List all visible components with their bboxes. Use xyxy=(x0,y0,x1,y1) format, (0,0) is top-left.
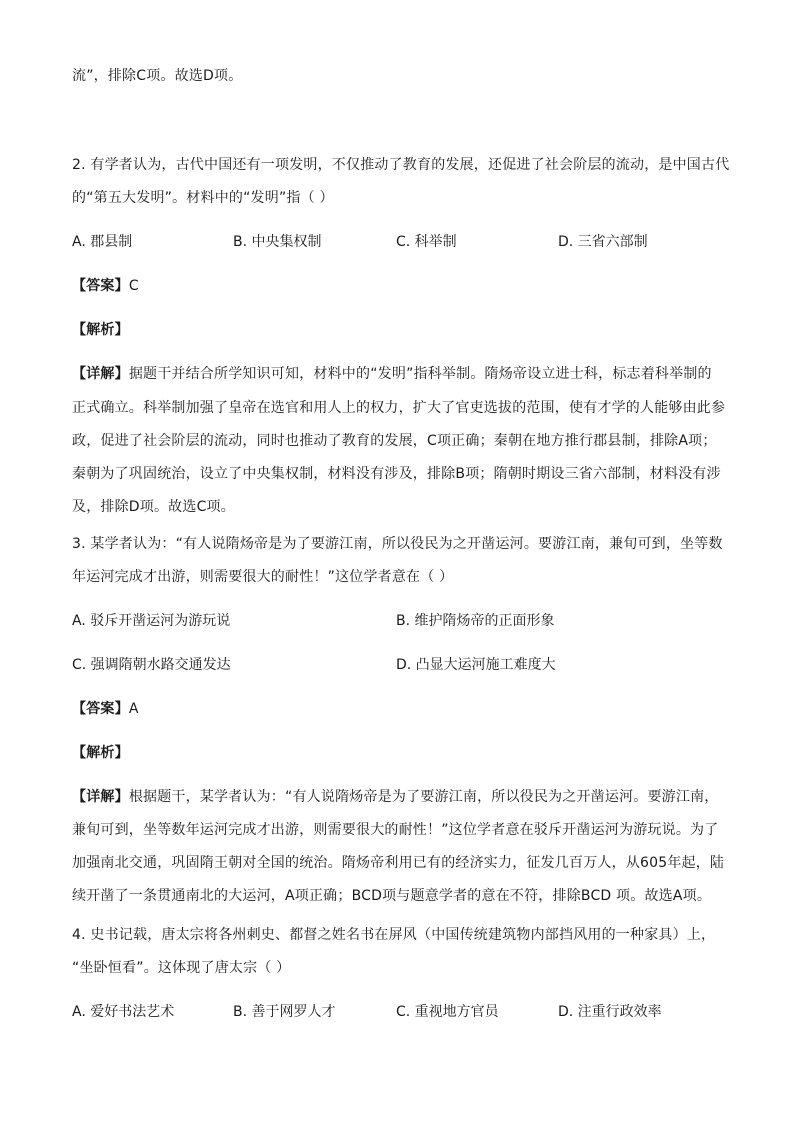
q3-stem-line1: 3. 某学者认为：“有人说隋炀帝是为了要游江南，所以役民为之开凿运河。要游江南，兼旬可到，坐等数 xyxy=(72,536,723,552)
q2-option-c: C. 科举制 xyxy=(396,234,457,250)
q2-option-b: B. 中央集权制 xyxy=(233,234,322,250)
q4-stem-line1: 4. 史书记载，唐太宗将各州刺史、都督之姓名书在屏风（中国传统建筑物内部挡风用的一种家具）上， xyxy=(72,927,716,943)
q3-option-a: A. 驳斥开凿运河为游玩说 xyxy=(72,613,231,629)
q2-stem-line2: 的“第五大发明”。材料中的“发明”指（ ） xyxy=(72,190,334,206)
q3-detail-line3: 加强南北交通，巩固隋王朝对全国的统治。隋炀帝利用已有的经济实力，征发几百万人，从605年起，陆 xyxy=(72,855,725,871)
q2-detail-line3: 政，促进了社会阶层的流动，同时也推动了教育的发展，C项正确；秦朝在地方推行郡县制，排除A项； xyxy=(72,433,717,449)
q4-stem-line2: “坐卧恒看”。这体现了唐太宗（ ） xyxy=(72,960,291,976)
q3-answer xyxy=(72,699,139,719)
continuation-text: 流”，排除C项。故选D项。 xyxy=(72,68,243,84)
q3-option-c: C. 强调隋朝水路交通发达 xyxy=(72,657,231,673)
q2-detail-label: 【详解】 xyxy=(72,366,129,382)
q3-analysis-label: 【解析】 xyxy=(72,745,129,761)
q2-detail-line4: 秦朝为了巩固统治，设立了中央集权制，材料没有涉及，排除B项；隋朝时期设三省六部制，材料没有涉 xyxy=(72,466,721,482)
q2-answer-value: C xyxy=(128,278,139,294)
q4-option-a: A. 爱好书法艺术 xyxy=(72,1004,175,1020)
q2-analysis-label: 【解析】 xyxy=(72,322,129,338)
q2-answer-label: 【答案】 xyxy=(72,278,129,294)
q3-stem-line2: 年运河完成才出游，则需要很大的耐性！”这位学者意在（ ） xyxy=(72,569,454,585)
q3-detail-line2: 兼旬可到，坐等数年运河完成才出游，则需要很大的耐性！”这位学者意在驳斥开凿运河为游玩说。为了 xyxy=(72,822,719,838)
q3-option-d: D. 凸显大运河施工难度大 xyxy=(396,657,556,673)
q3-detail-line1: 【详解】根据题干，某学者认为：“有人说隋炀帝是为了要游江南，所以役民为之开凿运河。要游江南， xyxy=(72,789,719,805)
q2-option-d: D. 三省六部制 xyxy=(558,234,648,250)
q3-option-b: B. 维护隋炀帝的正面形象 xyxy=(396,613,555,629)
q3-detail-line4: 续开凿了一条贯通南北的大运河，A项正确；BCD项与题意学者的意在不符，排除BCD 项。故选A项。 xyxy=(72,888,712,904)
q4-option-c: C. 重视地方官员 xyxy=(396,1004,499,1020)
q2-detail-line5: 及，排除D项。故选C项。 xyxy=(72,499,235,515)
q2-option-a: A. 郡县制 xyxy=(72,234,133,250)
q2-detail-line2: 正式确立。科举制加强了皇帝在选官和用人上的权力，扩大了官吏选拔的范围，使有才学的人能够由此参 xyxy=(72,400,726,416)
q2-answer xyxy=(72,276,139,296)
q2-detail-line1: 【详解】据题干并结合所学知识可知，材料中的“发明”指科举制。隋炀帝设立进士科，标志着科举制的 xyxy=(72,366,712,382)
q3-answer-value: A xyxy=(128,701,139,717)
q4-option-d: D. 注重行政效率 xyxy=(558,1004,662,1020)
q3-answer-label: 【答案】 xyxy=(72,701,129,717)
q4-option-b: B. 善于网罗人才 xyxy=(233,1004,336,1020)
q2-stem-line1: 2. 有学者认为，古代中国还有一项发明，不仅推动了教育的发展，还促进了社会阶层的流动，是中国古代 xyxy=(72,157,730,173)
q3-detail-label: 【详解】 xyxy=(72,789,129,805)
